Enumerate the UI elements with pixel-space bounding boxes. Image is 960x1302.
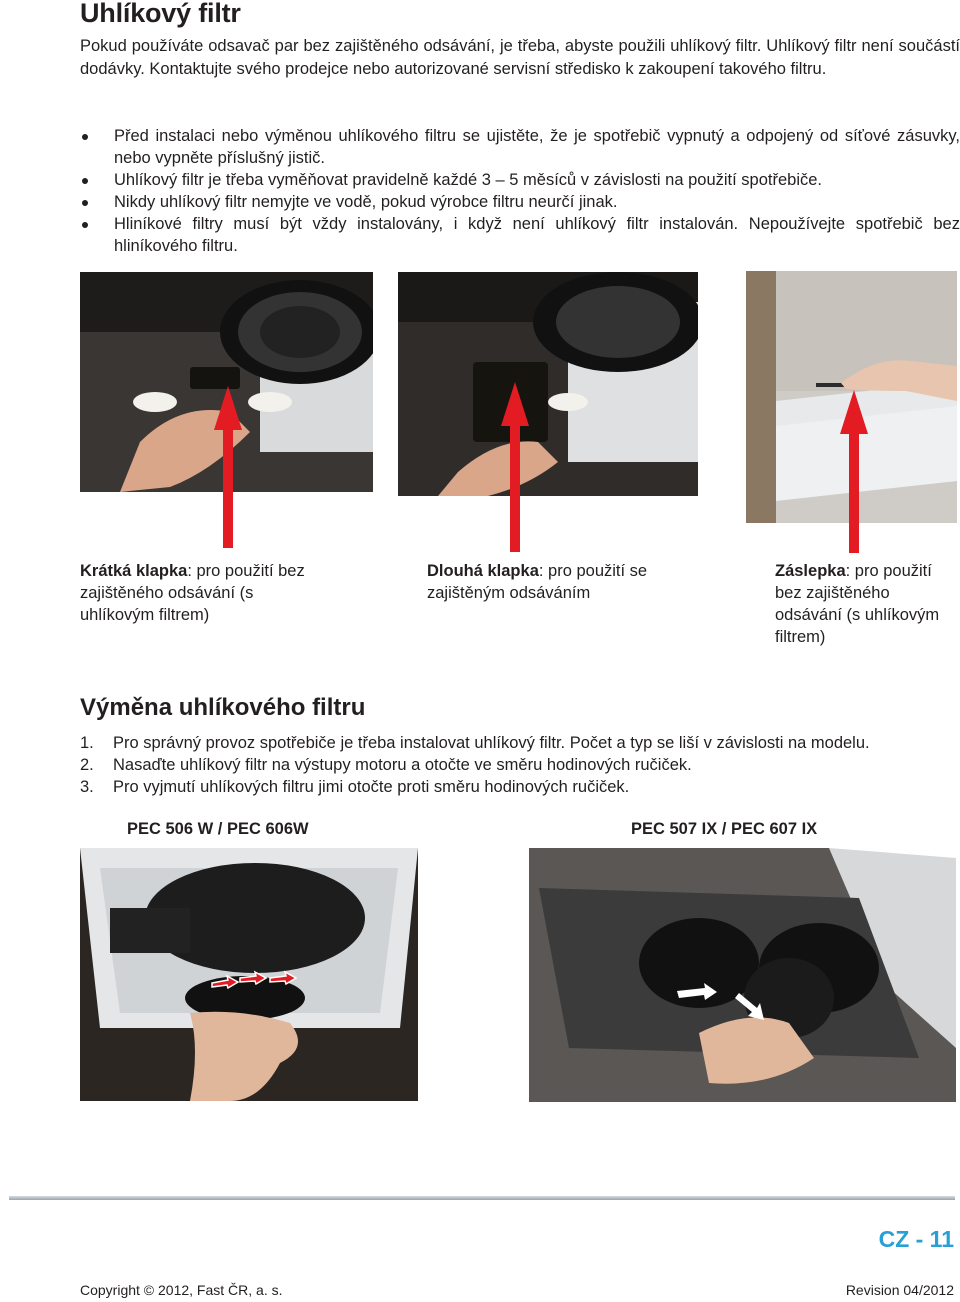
step-text: Pro vyjmutí uhlíkových filtru jimi otočte proti směru hodinových ručiček. [113,778,630,796]
red-arrows [0,0,960,560]
photo-model-white [80,848,418,1101]
step-item [80,732,960,754]
step-number: 2. [80,756,94,774]
model-label-inox: PEC 507 IX / PEC 607 IX [631,820,818,838]
intro-paragraph: Pokud používáte odsavač par bez zajištěného odsávání, je třeba, abyste použili uhlíkový filtr. Uhlíkový filtr není součástí dodávky. Kontaktujte svého prodejce nebo autorizované servisní středisko k zakoupení takového filtru. [80,37,960,78]
page-number: CZ - 11 [878,1226,954,1252]
step-text: Nasaďte uhlíkový filtr na výstupy motoru a otočte ve směru hodinových ručiček. [113,756,692,774]
step-item [80,754,960,776]
caption-desc: : pro použití bez zajištěného odsávání (s uhlíkovým filtrem) [80,562,305,624]
bullet-text: Nikdy uhlíkový filtr nemyjte ve vodě, pokud výrobce filtru neurčí jinak. [114,193,618,211]
caption-term: Záslepka [775,562,846,580]
revision: Revision 04/2012 [845,1282,954,1298]
step-number: 1. [80,734,94,752]
section-subtitle: Výměna uhlíkového filtru [80,694,366,721]
caption-desc: : pro použití bez zajištěného odsávání (s uhlíkovým filtrem) [775,562,940,646]
photo-model-inox [529,848,956,1102]
bullet-text: Uhlíkový filtr je třeba vyměňovat pravidelně každé 3 – 5 měsíců v závislosti na použití spotřebiče. [114,171,823,189]
footer-divider [9,1196,955,1200]
step-text: Pro správný provoz spotřebiče je třeba instalovat uhlíkový filtr. Počet a typ se liší v závislosti na modelu. [113,734,870,752]
arrow-up-icon [501,382,529,552]
step-number: 3. [80,778,94,796]
bullet-text: Hliníkové filtry musí být vždy instalovány, i když není uhlíkový filtr instalován. Nepoužívejte spotřebič bez hliníkového filtru. [114,215,960,255]
bullet-text: Před instalaci nebo výměnou uhlíkového filtru se ujistěte, že je spotřebič vypnutý a odpojený od síťové zásuvky, nebo vypněte příslušný jistič. [114,127,960,167]
caption-term: Krátká klapka [80,562,188,580]
caption-short-flap [80,560,320,626]
model-label-white: PEC 506 W / PEC 606W [127,820,309,838]
step-item [80,776,960,798]
arrow-up-icon [214,386,242,548]
copyright: Copyright © 2012, Fast ČR, a. s. [80,1282,283,1298]
steps-list [80,732,960,798]
caption-blank-plate [775,560,960,648]
caption-term: Dlouhá klapka [427,562,539,580]
caption-desc: : pro použití se zajištěným odsáváním [427,562,648,602]
page-title: Uhlíkový filtr [80,0,241,28]
caption-long-flap [427,560,667,604]
arrow-up-icon [840,390,868,553]
